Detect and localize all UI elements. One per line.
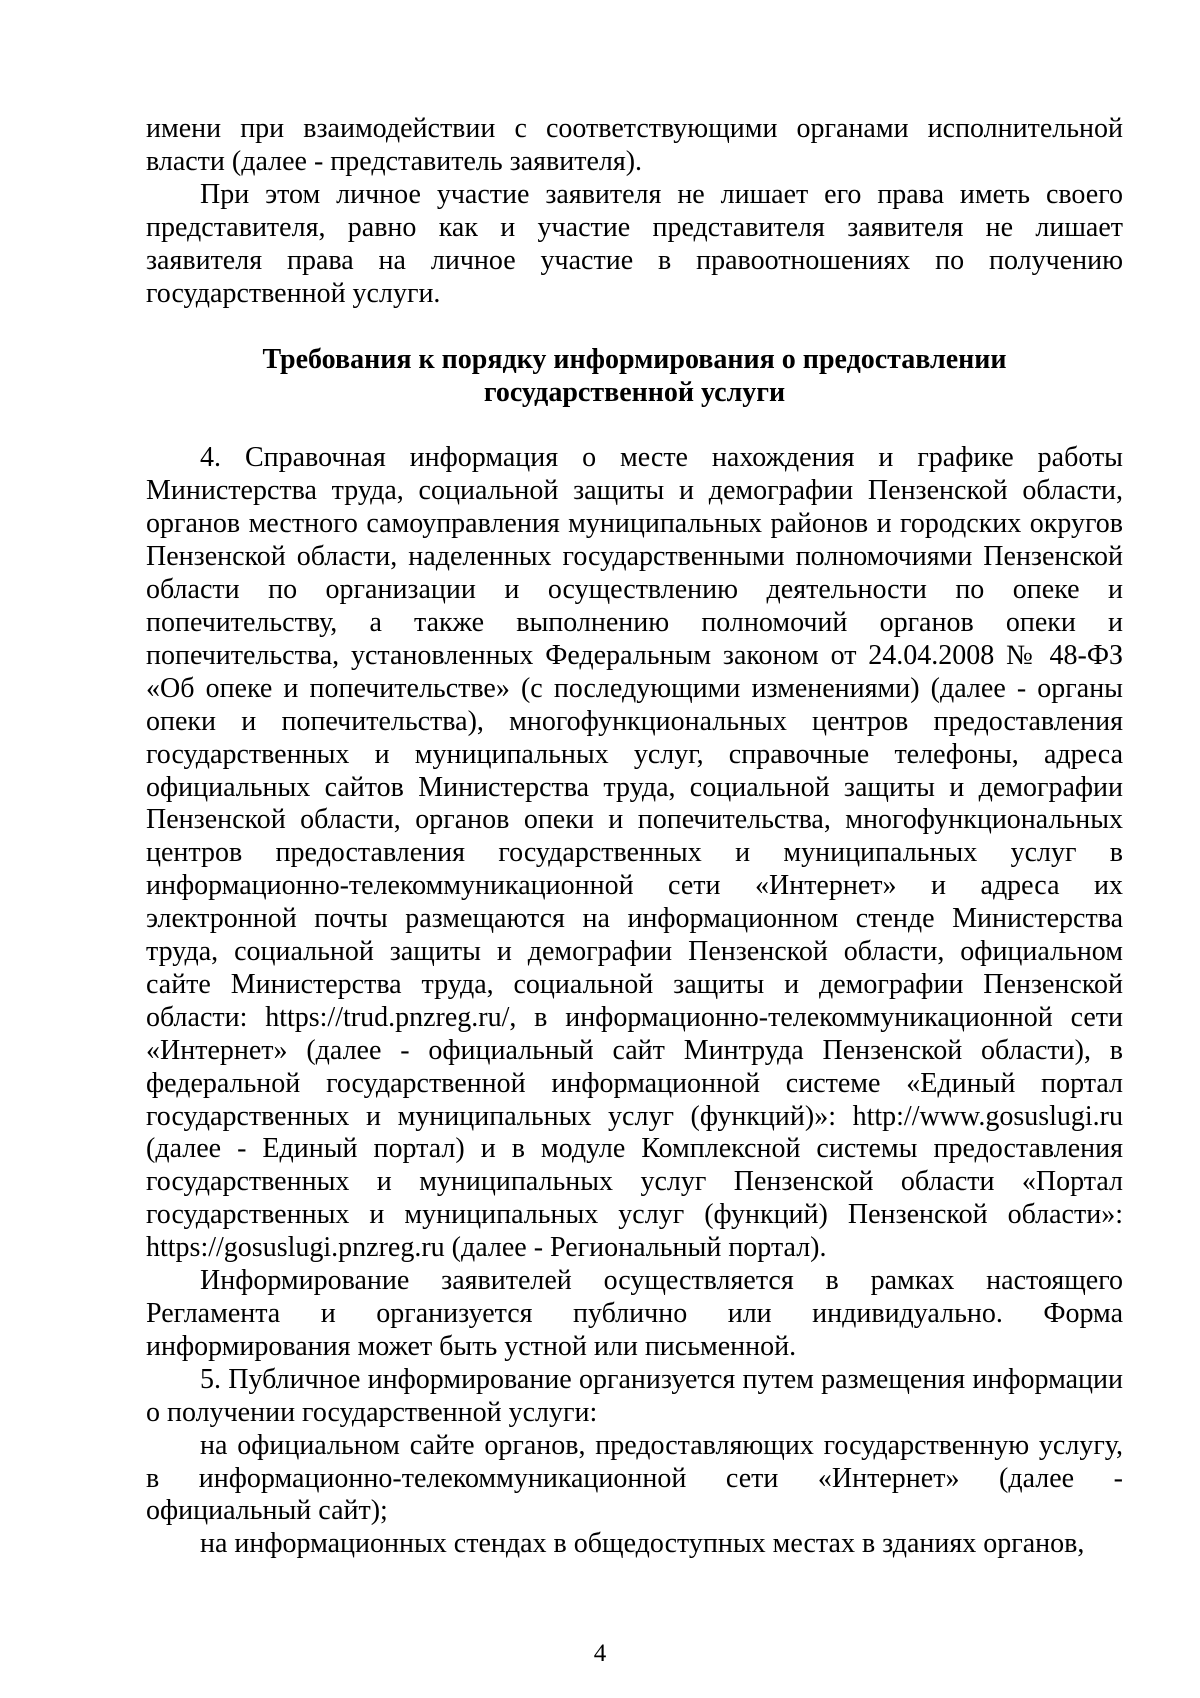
paragraph-representative: При этом личное участие заявителя не лишает его права иметь своего представителя, равно как и участие представителя заявителя не лишает заявителя права на личное участие в правоотношениях по получению государственной услуги. (146, 178, 1123, 309)
paragraph-info-stands: на информационных стендах в общедоступных местах в зданиях органов, (200, 1528, 1085, 1560)
paragraph-informing: Информирование заявителей осуществляется в рамках настоящего Регламента и организуется публично или индивидуально. Форма информирования может быть устной или письменной. (146, 1265, 1123, 1362)
section-heading-line1: Требования к порядку информирования о предоставлении (262, 344, 1007, 376)
page-number: 4 (593, 1640, 607, 1667)
section-heading-line2: государственной услуги (483, 377, 786, 409)
paragraph-item-5: 5. Публичное информирование организуется путем размещения информации о получении государственной услуги: (146, 1363, 1123, 1428)
document-body (146, 113, 1123, 1561)
paragraph-continuation: имени при взаимодействии с соответствующими органами исполнительной власти (далее - представитель заявителя). (146, 113, 1123, 177)
paragraph-item-4: 4. Справочная информация о месте нахождения и графике работы Министерства труда, социальной защиты и демографии Пензенской области, органов местного самоуправления муниципальных районов и городских округов Пензенской области, наделенных государственными полномочиями Пензенской области по организации и осуществлению деятельности по опеке и попечительству, а также выполнению полномочий органов опеки и попечительства, установленных Федеральным законом от 24.04.2008 № 48-ФЗ «Об опеке и попечительстве» (с последующими изменениями) (далее - органы опеки и попечительства), многофункциональных центров предоставления государственных и муниципальных услуг, справочные телефоны, адреса официальных сайтов Министерства труда, социальной защиты и демографии Пензенской области, органов опеки и попечительства, многофункциональных центров предоставления государственных и муниципальных услуг в информационно-телекоммуникационной сети «Интернет» и адреса их электронной почты размещаются на информационном стенде Министерства труда, социальной защиты и демографии Пензенской области, официальном сайте Министерства труда, социальной защиты и демографии Пензенской области: https://trud.pnzreg.ru/, в информационно-телекоммуникационной сети «Интернет» (далее - официальный сайт Минтруда Пензенской области), в федеральной государственной информационной системе «Единый портал государственных и муниципальных услуг (функций)»: http://www.gosuslugi.ru (далее - Единый портал) и в модуле Комплексной системы предоставления государственных и муниципальных услуг Пензенской области «Портал государственных и муниципальных услуг (функций) Пензенской области»: https://gosuslugi.pnzreg.ru (далее - Региональный портал). (146, 442, 1123, 1264)
section-heading (146, 343, 1123, 409)
paragraph-official-site: на официальном сайте органов, предоставляющих государственную услугу, в информационно-телекоммуникационной сети «Интернет» (далее - официальный сайт); (146, 1429, 1123, 1527)
